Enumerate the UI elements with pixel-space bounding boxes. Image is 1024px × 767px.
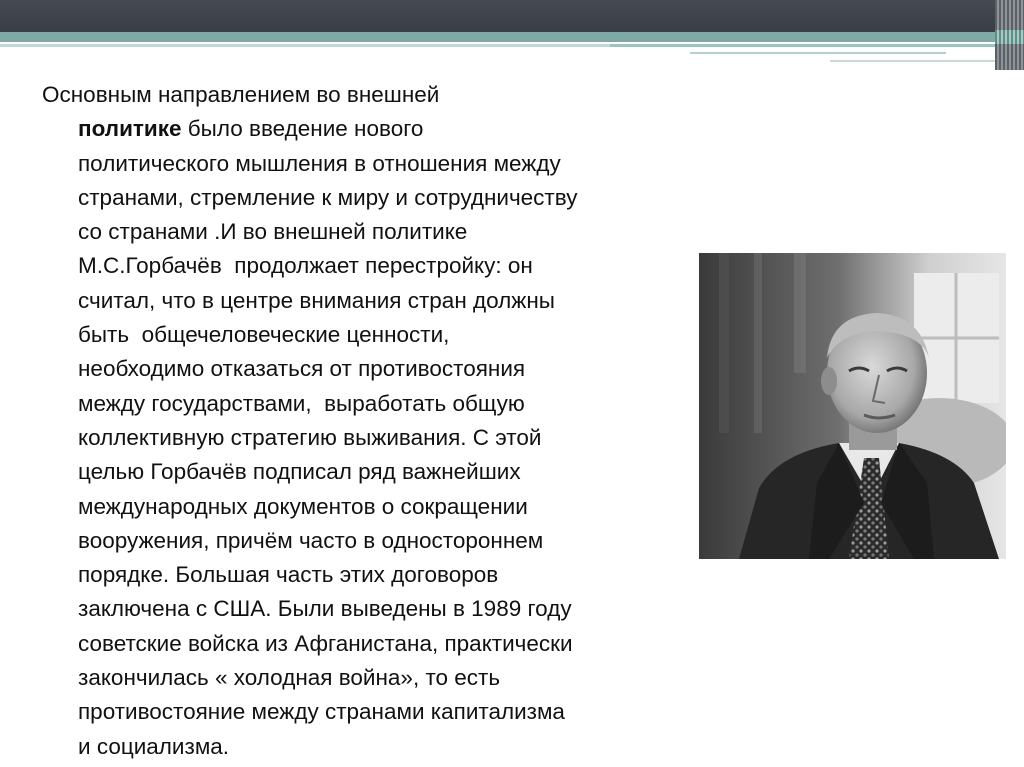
accent-bar (0, 32, 1000, 42)
text-line: со странами .И во внешней политике (78, 219, 468, 245)
text-line: международных документов о сокращении (78, 493, 528, 519)
text-line: заключена с США. Были выведены в 1989 году (78, 596, 572, 622)
text-line: порядке. Большая часть этих договоров (78, 562, 499, 588)
body-paragraph (42, 78, 732, 764)
text-line: вооружения, причём часто в одностороннем (78, 527, 544, 553)
portrait-photo (699, 253, 1006, 559)
text-line: закончилась « холодная война», то есть (78, 665, 501, 691)
portrait-illustration (699, 253, 1006, 559)
text-line: коллективную стратегию выживания. С этой (78, 424, 542, 450)
text-line (42, 78, 732, 112)
text-line: необходимо отказаться от противостояния (78, 356, 526, 382)
edge-stripes-accent (995, 30, 1024, 44)
text-line: быть общечеловеческие ценности, (78, 322, 450, 348)
text-line: целью Горбачёв подписал ряд важнейших (78, 459, 521, 485)
bold-term: политике (78, 116, 182, 142)
decor-line (0, 44, 610, 47)
text-line: считал, что в центре внимания стран должны (78, 287, 555, 313)
text-line (42, 112, 732, 146)
text-line: странами, стремление к миру и сотрудничеству (78, 184, 578, 210)
text-line-2-rest: было введение нового (181, 116, 424, 142)
text-line-1: Основным направлением во внешней (42, 82, 440, 107)
text-line: и социализма. (78, 733, 230, 759)
decor-line (830, 60, 1000, 62)
header-band (0, 0, 1024, 32)
text-line: противостояние между странами капитализма (78, 699, 565, 725)
decor-line (610, 44, 1000, 47)
text-line: советские войска из Афганистана, практически (78, 630, 573, 656)
text-line: между государствами, выработать общую (78, 390, 525, 416)
text-line: М.С.Горбачёв продолжает перестройку: он (78, 253, 533, 279)
decor-line (690, 52, 946, 54)
text-line: политического мышления в отношения между (78, 150, 561, 176)
